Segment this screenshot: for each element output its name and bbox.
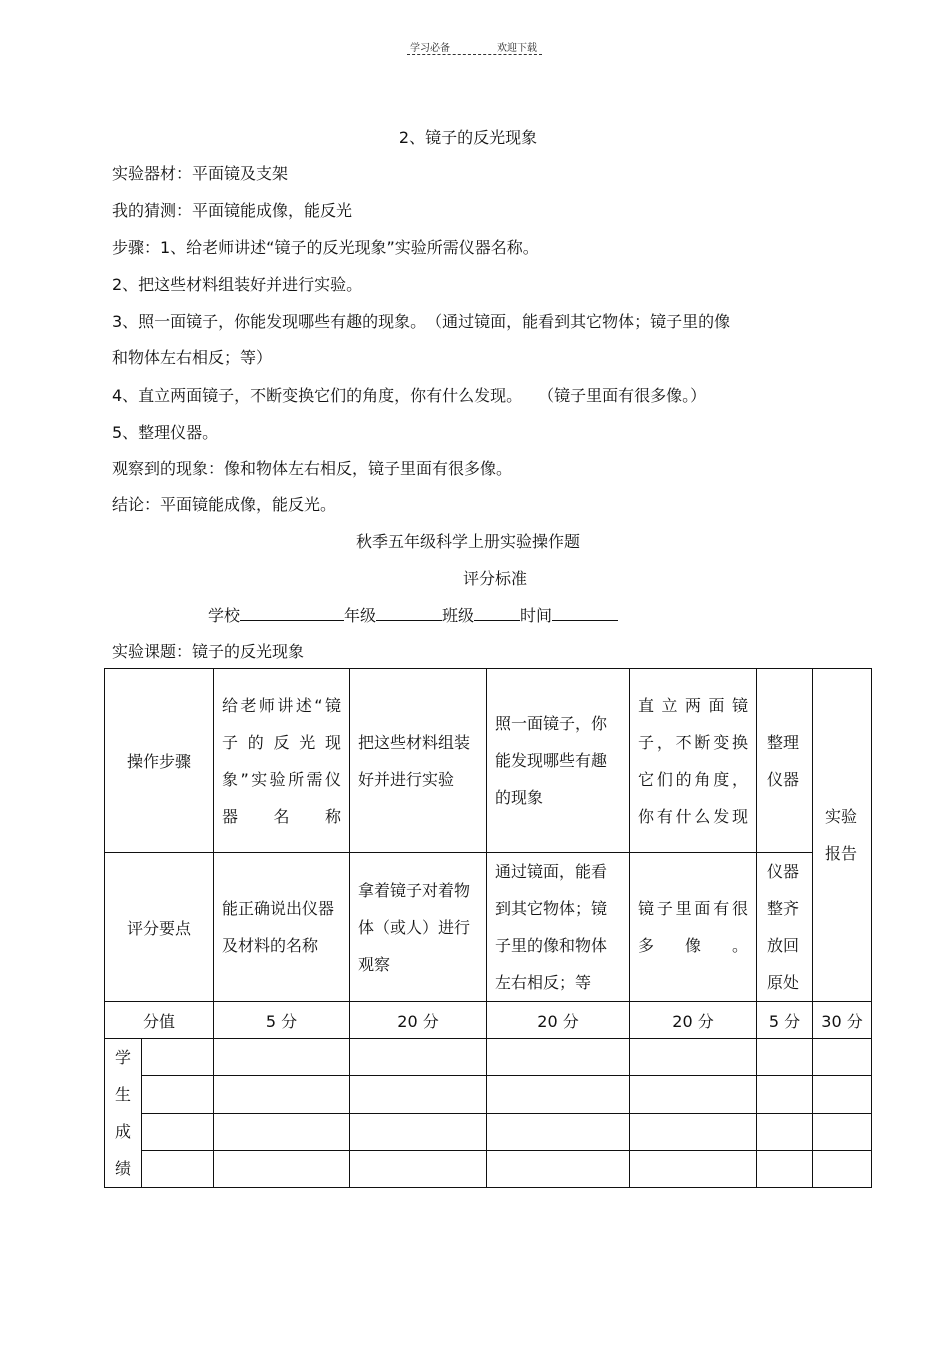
observation-line: 观察到的现象：像和物体左右相反，镜子里面有很多像。 [112, 459, 513, 478]
grading-table [104, 668, 872, 1188]
score-entry-cell[interactable] [350, 1150, 487, 1187]
step-3-line-2: 和物体左右相反；等） [112, 348, 273, 367]
student-score-row [105, 1150, 872, 1187]
score-entry-cell[interactable] [757, 1076, 813, 1113]
point-cell: 通过镜面，能看到其它物体；镜子里的像和物体左右相反；等 [487, 853, 630, 1002]
step-1: 步骤：1、给老师讲述“镜子的反光现象”实验所需仪器名称。 [112, 238, 539, 257]
school-blank[interactable] [240, 604, 344, 621]
score-entry-cell[interactable] [142, 1076, 214, 1113]
class-label: 班级 [442, 606, 475, 625]
step-cell: 直立两面镜子，不断变换它们的角度，你有什么发现 [630, 669, 757, 853]
point-cell: 镜子里面有很多像。 [630, 853, 757, 1002]
score-cell: 30 分 [813, 1002, 872, 1039]
student-score-row [105, 1076, 872, 1113]
time-label: 时间 [520, 606, 553, 625]
score-entry-cell[interactable] [630, 1076, 757, 1113]
step-5: 5、整理仪器。 [112, 423, 219, 442]
grade-blank[interactable] [376, 604, 442, 621]
step-cell: 整理仪器 [757, 669, 813, 853]
score-entry-cell[interactable] [142, 1113, 214, 1150]
points-row [105, 853, 872, 1002]
guess-line: 我的猜测：平面镜能成像，能反光 [112, 201, 353, 220]
score-entry-cell[interactable] [813, 1150, 872, 1187]
score-entry-cell[interactable] [214, 1039, 350, 1076]
score-row [105, 1002, 872, 1039]
step-3-line-1: 3、照一面镜子，你能发现哪些有趣的现象。 （通过镜面，能看到其它物体；镜子里的像 [112, 312, 731, 331]
score-cell: 5 分 [757, 1002, 813, 1039]
score-entry-cell[interactable] [630, 1113, 757, 1150]
score-entry-cell[interactable] [350, 1076, 487, 1113]
score-entry-cell[interactable] [630, 1150, 757, 1187]
experiment-title: 2、镜子的反光现象 [398, 128, 538, 147]
class-blank[interactable] [474, 604, 520, 621]
score-entry-cell[interactable] [487, 1150, 630, 1187]
header-left-text: 学习必备 [410, 43, 450, 54]
point-cell: 仪器整齐放回原处 [757, 853, 813, 1002]
materials-line: 实验器材：平面镜及支架 [112, 164, 289, 183]
time-blank[interactable] [552, 604, 618, 621]
report-cell: 实验报告 [813, 669, 872, 1002]
score-entry-cell[interactable] [487, 1039, 630, 1076]
student-score-row [105, 1039, 872, 1076]
score-entry-cell[interactable] [757, 1113, 813, 1150]
score-entry-cell[interactable] [813, 1039, 872, 1076]
school-label: 学校 [208, 606, 241, 625]
score-entry-cell[interactable] [214, 1150, 350, 1187]
score-cell: 20 分 [630, 1002, 757, 1039]
rubric-subtitle: 评分标准 [462, 569, 527, 588]
info-fields-row [208, 604, 618, 627]
score-entry-cell[interactable] [487, 1113, 630, 1150]
step-4: 4、直立两面镜子，不断变换它们的角度，你有什么发现。 （镜子里面有很多像。） [112, 386, 707, 405]
score-entry-cell[interactable] [813, 1113, 872, 1150]
row-label-steps: 操作步骤 [105, 669, 214, 853]
score-entry-cell[interactable] [214, 1076, 350, 1113]
score-entry-cell[interactable] [350, 1039, 487, 1076]
point-cell: 能正确说出仪器及材料的名称 [214, 853, 350, 1002]
score-entry-cell[interactable] [757, 1150, 813, 1187]
point-cell: 拿着镜子对着物体（或人）进行观察 [350, 853, 487, 1002]
step-cell: 照一面镜子，你能发现哪些有趣的现象 [487, 669, 630, 853]
row-label-points: 评分要点 [105, 853, 214, 1002]
step-cell: 给老师讲述“镜子的反光现象”实验所需仪器名称 [214, 669, 350, 853]
score-entry-cell[interactable] [757, 1039, 813, 1076]
score-entry-cell[interactable] [630, 1039, 757, 1076]
score-cell: 20 分 [487, 1002, 630, 1039]
experiment-topic: 实验课题：镜子的反光现象 [112, 642, 305, 661]
step-2: 2、把这些材料组装好并进行实验。 [112, 275, 363, 294]
score-cell: 5 分 [214, 1002, 350, 1039]
score-entry-cell[interactable] [214, 1113, 350, 1150]
rubric-title: 秋季五年级科学上册实验操作题 [355, 532, 580, 551]
step-cell: 把这些材料组装好并进行实验 [350, 669, 487, 853]
score-entry-cell[interactable] [487, 1076, 630, 1113]
score-entry-cell[interactable] [142, 1150, 214, 1187]
score-entry-cell[interactable] [350, 1113, 487, 1150]
conclusion-line: 结论：平面镜能成像，能反光。 [112, 495, 337, 514]
score-entry-cell[interactable] [142, 1039, 214, 1076]
grade-label: 年级 [344, 606, 377, 625]
header-right-text: 欢迎下载 [497, 43, 537, 54]
student-score-label: 学 生 成 绩 [105, 1039, 142, 1188]
row-label-score: 分值 [105, 1002, 214, 1039]
student-score-row [105, 1113, 872, 1150]
score-entry-cell[interactable] [813, 1076, 872, 1113]
steps-row [105, 669, 872, 853]
header-divider [407, 54, 542, 55]
score-cell: 20 分 [350, 1002, 487, 1039]
